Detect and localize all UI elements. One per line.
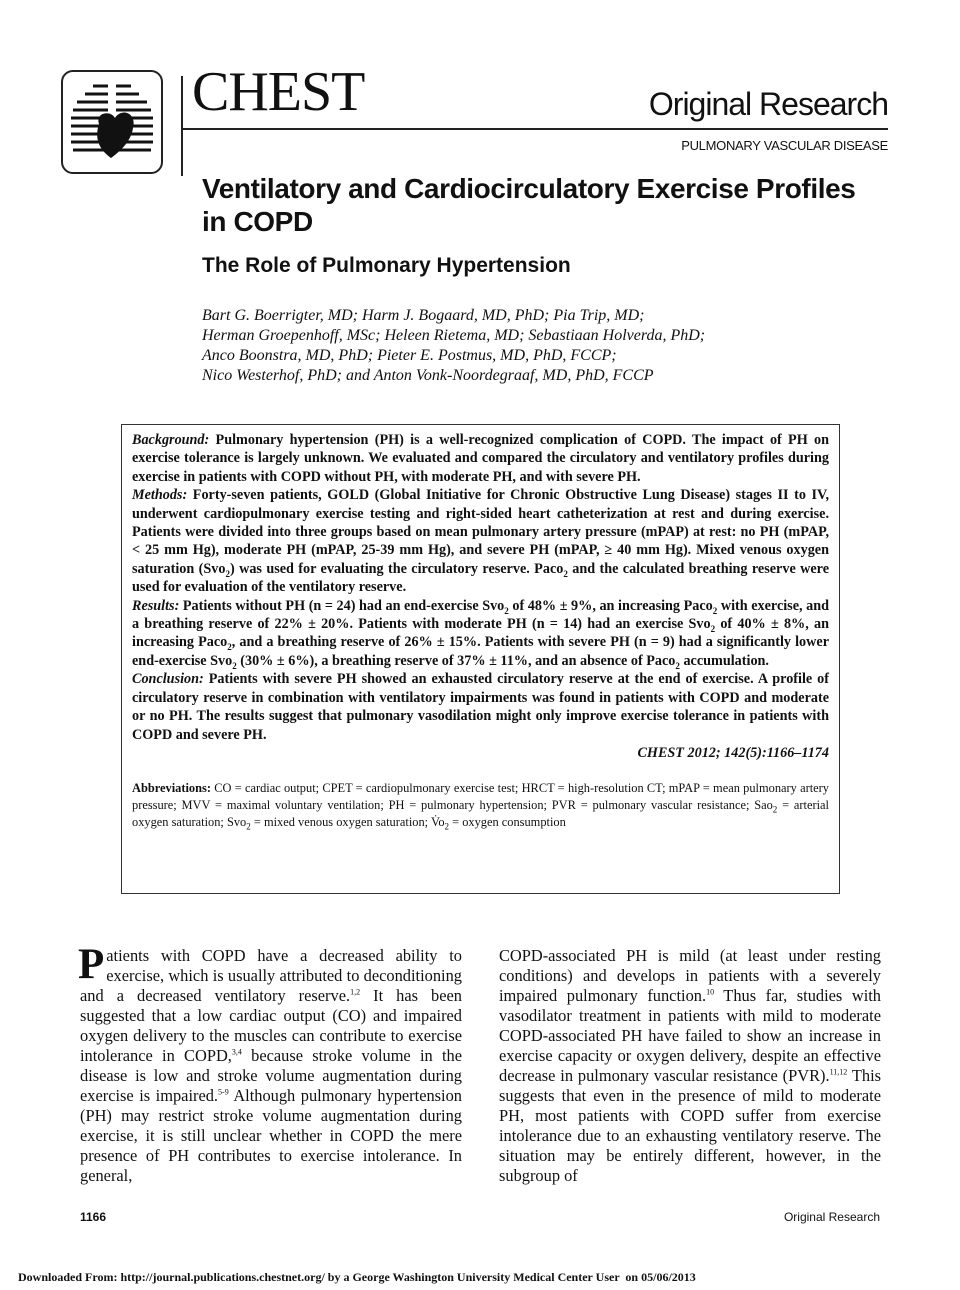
reference[interactable]: 3,4 [231,1047,242,1057]
conclusion-label: Conclusion: [132,671,204,688]
reference[interactable]: 5-9 [218,1087,229,1097]
journal-logo [61,70,163,174]
download-notice: Downloaded From: http://journal.publications.chestnet.org/ by a George Washington University Medical Center User on 05/06/2013 [18,1270,696,1284]
drop-cap: P [78,941,105,988]
article-title: Ventilatory and Cardiocirculatory Exercise Profiles in COPD [202,173,856,237]
section-label: Original Research [648,86,888,122]
header-horizontal-rule [181,128,888,130]
results-label: Results: [132,597,180,614]
author-line: Nico Westerhof, PhD; and Anton Vonk-Noordegraaf, MD, PhD, FCCP [202,367,654,384]
footer-section: Original Research [783,1210,880,1224]
body-paragraph: Patients with COPD have a decreased ability to exercise, which is usually attributed to deconditioning and a decreased ventilatory reserve.$^{1,2}$ It has been suggested that a low cardiac output (CO) and impaired oxygen delivery to the muscles can contribute to exercise intolerance in COPD,$^{3,4}$ because stroke volume in the disease is low and stroke volume augmentation during exercise is impaired.$^{5-9}$ Although pulmonary hypertension (PH) may restrict stroke volume augmentation during exercise, it is still unclear whether in COPD the mere presence of PH contributes to exercise intolerance. In general, [78,941,462,1185]
article-subtitle: The Role of Pulmonary Hypertension [202,254,571,277]
header-vertical-rule [181,76,183,176]
abstract-text [132,431,829,744]
abstract-results: Results: Patients without PH (n = 24) had an end-exercise Svo$_2$ of 48% ± 9%, an increasing Paco$_2$ with exercise, and a breathing reserve of 22% ± 20%. Patients with moderate PH (n = 14) had an exercise Svo$_2$ of 40% ± 8%, an increasing Paco$_2$, and a breathing reserve of 26% ± 15%. Patients with severe PH (n = 9) had a significantly lower end-exercise Svo$_2$ (30% ± 6%), a breathing reserve of 37% ± 11%, and an absence of Paco$_2$ accumulation. [132,597,830,671]
reference[interactable]: 1,2 [350,987,361,997]
reference[interactable]: 10 [706,987,715,997]
background-label: Background: [132,432,210,448]
author-line: Bart G. Boerrigter, MD; Harm J. Bogaard, MD, PhD; Pia Trip, MD; [202,307,645,324]
abbreviations-label: Abbreviations: [132,781,211,796]
body-paragraph: COPD-associated PH is mild (at least under resting conditions) and develops in patients with a severely impaired pulmonary function.$^{10}$ Thus far, studies with vasodilator treatment in patients with mild to moderate COPD-associated PH have failed to show an increase in exercise capacity or oxygen delivery, despite an effective decrease in pulmonary vascular resistance (PVR).$^{11,12}$ This suggests that even in the presence of mild to moderate PH, most patients with COPD suffer from exercise intolerance due to an exhausting ventilatory reserve. The situation may be entirely different, however, in the subgroup of [499,946,881,1185]
abstract-background: Background: Pulmonary hypertension (PH) is a well-recognized complication of COPD. The impact of PH on exercise tolerance is largely unknown. We evaluated and compared the circulatory and ventilatory profiles during exercise in patients with COPD without PH, with moderate PH, and with severe PH. [132,432,830,485]
abstract-conclusion: Conclusion: Patients with severe PH showed an exhausted circulatory reserve at the end of exercise. A profile of circulatory reserve in combination with ventilatory impairments was found in patients with COPD and moderate or no PH. The results suggest that pulmonary vasodilation might only improve exercise tolerance in patients with COPD and severe PH. [132,671,830,743]
abbreviations: Abbreviations: CO = cardiac output; CPET = cardiopulmonary exercise test; HRCT = high-resolution CT; mPAP = mean pulmonary artery pressure; MVV = maximal voluntary ventilation; PH = pulmonary hypertension; PVR = pulmonary vascular resistance; Sao$_2$ = arterial oxygen saturation; Svo$_2$ = mixed venous oxygen saturation; $V̇o_2$ = oxygen consumption [132,781,829,832]
author-line: Herman Groepenhoff, MSc; Heleen Rietema, MD; Sebastiaan Holverda, PhD; [202,327,706,344]
methods-label: Methods: [132,487,188,504]
body-column-left [78,941,462,1186]
abstract-methods: Methods: Forty-seven patients, GOLD (Global Initiative for Chronic Obstructive Lung Disease) stages II to IV, underwent cardiopulmonary exercise testing and right-sided heart catheterization at rest and during exercise. Patients were divided into three groups based on mean pulmonary artery pressure (mPAP) at rest: no PH (mPAP, < 25 mm Hg), moderate PH (mPAP, 25-39 mm Hg), and severe PH (mPAP, ≥ 40 mm Hg). Mixed venous oxygen saturation (Svo$_2$) was used for evaluating the circulatory reserve. Paco$_2$ and the calculated breathing reserve were used for evaluation of the ventilatory reserve. [132,487,830,596]
subsection-label: PULMONARY VASCULAR DISEASE [681,138,888,153]
reference[interactable]: 11,12 [829,1067,848,1077]
page-number: 1166 [80,1210,107,1224]
journal-name: CHEST [192,61,365,123]
author-line: Anco Boonstra, MD, PhD; Pieter E. Postmus, MD, PhD, FCCP; [202,347,617,364]
abstract-box [121,424,840,894]
body-column-right [499,946,881,1186]
lungs-heart-logo-icon [63,72,161,172]
author-list [202,306,902,386]
citation: CHEST 2012; 142(5):1166–1174 [637,744,829,761]
